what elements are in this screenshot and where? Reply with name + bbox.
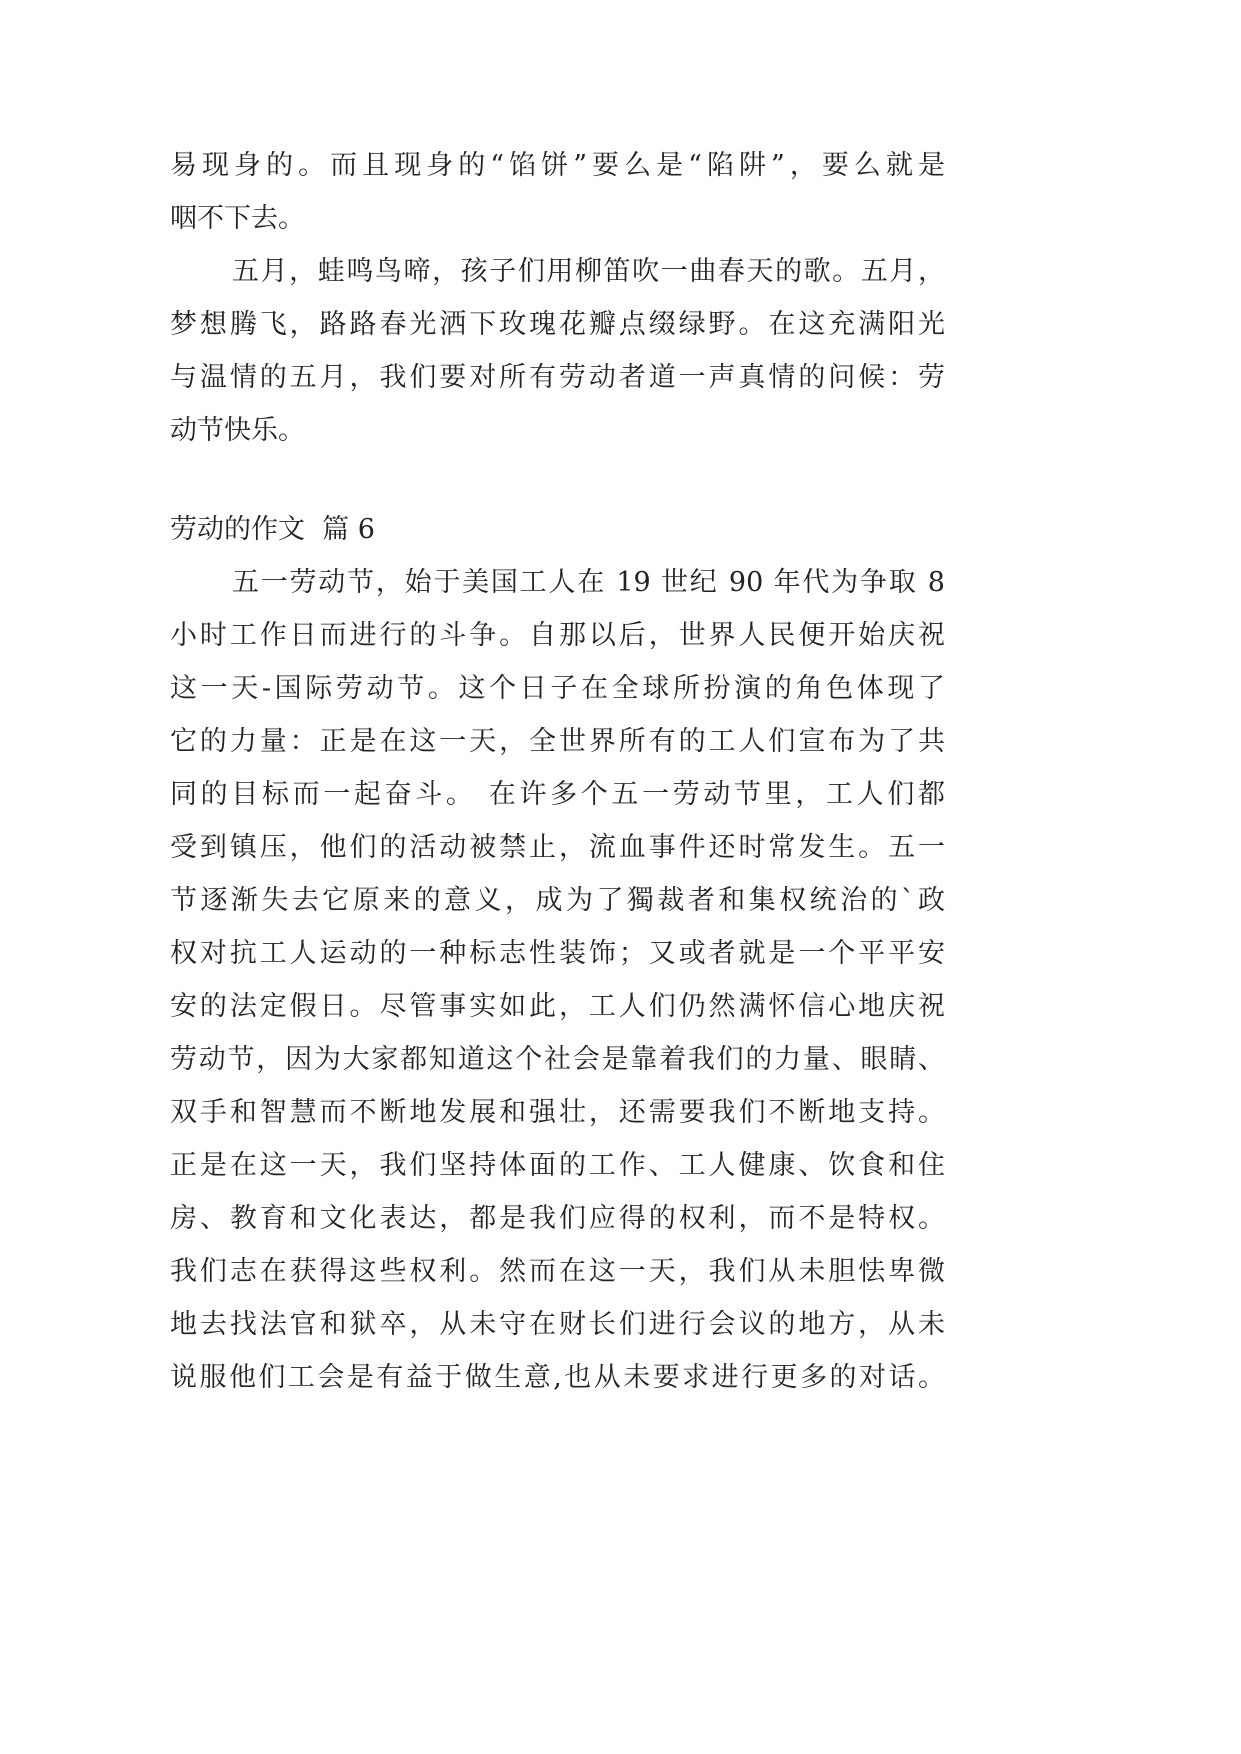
text-line: 受到镇压，他们的活动被禁止，流血事件还时常发生。五一	[170, 832, 945, 863]
text-line: 权对抗工人运动的一种标志性装饰；又或者就是一个平平安	[170, 938, 945, 969]
paragraph-labor-day	[170, 556, 945, 1404]
text-line: 动节快乐。	[170, 415, 305, 446]
paragraph-continued	[170, 139, 945, 245]
text-line: 小时工作日而进行的斗争。自那以后，世界人民便开始庆祝	[170, 620, 945, 651]
section-heading: 劳动的作文 篇 6	[170, 514, 375, 545]
text-line: 五月，蛙鸣鸟啼，孩子们用柳笛吹一曲春天的歌。五月，	[232, 256, 945, 287]
text-line: 咽不下去。	[170, 203, 305, 234]
text-line: 与温情的五月，我们要对所有劳动者道一声真情的问候：劳	[170, 362, 945, 393]
text-line: 梦想腾飞，路路春光洒下玫瑰花瓣点缀绿野。在这充满阳光	[170, 309, 945, 340]
text-line: 房、教育和文化表达，都是我们应得的权利，而不是特权。	[170, 1203, 945, 1234]
text-line: 说服他们工会是有益于做生意,也从未要求进行更多的对话。	[170, 1362, 945, 1393]
text-line: 我们志在获得这些权利。然而在这一天，我们从未胆怯卑微	[170, 1256, 945, 1287]
text-line: 双手和智慧而不断地发展和强壮，还需要我们不断地支持。	[170, 1097, 945, 1128]
text-line: 易现身的。而且现身的“馅饼”要么是“陷阱”，要么就是	[170, 150, 945, 181]
text-line: 节逐渐失去它原来的意义，成为了獨裁者和集权统治的`政	[170, 885, 945, 916]
text-line: 劳动节，因为大家都知道这个社会是靠着我们的力量、眼睛、	[170, 1044, 945, 1075]
text-line: 五一劳动节，始于美国工人在 19 世纪 90 年代为争取 8	[232, 567, 945, 598]
text-line: 正是在这一天，我们坚持体面的工作、工人健康、饮食和住	[170, 1150, 945, 1181]
text-line: 安的法定假日。尽管事实如此，工人们仍然满怀信心地庆祝	[170, 991, 945, 1022]
paragraph-may	[170, 245, 945, 457]
text-line: 地去找法官和狱卒，从未守在财长们进行会议的地方，从未	[170, 1309, 945, 1340]
text-line: 它的力量：正是在这一天，全世界所有的工人们宣布为了共	[170, 726, 945, 757]
text-line: 这一天-国际劳动节。这个日子在全球所扮演的角色体现了	[170, 673, 945, 704]
document-body	[170, 139, 945, 1404]
text-line: 同的目标而一起奋斗。 在许多个五一劳动节里，工人们都	[170, 779, 945, 810]
section-gap	[170, 457, 945, 503]
